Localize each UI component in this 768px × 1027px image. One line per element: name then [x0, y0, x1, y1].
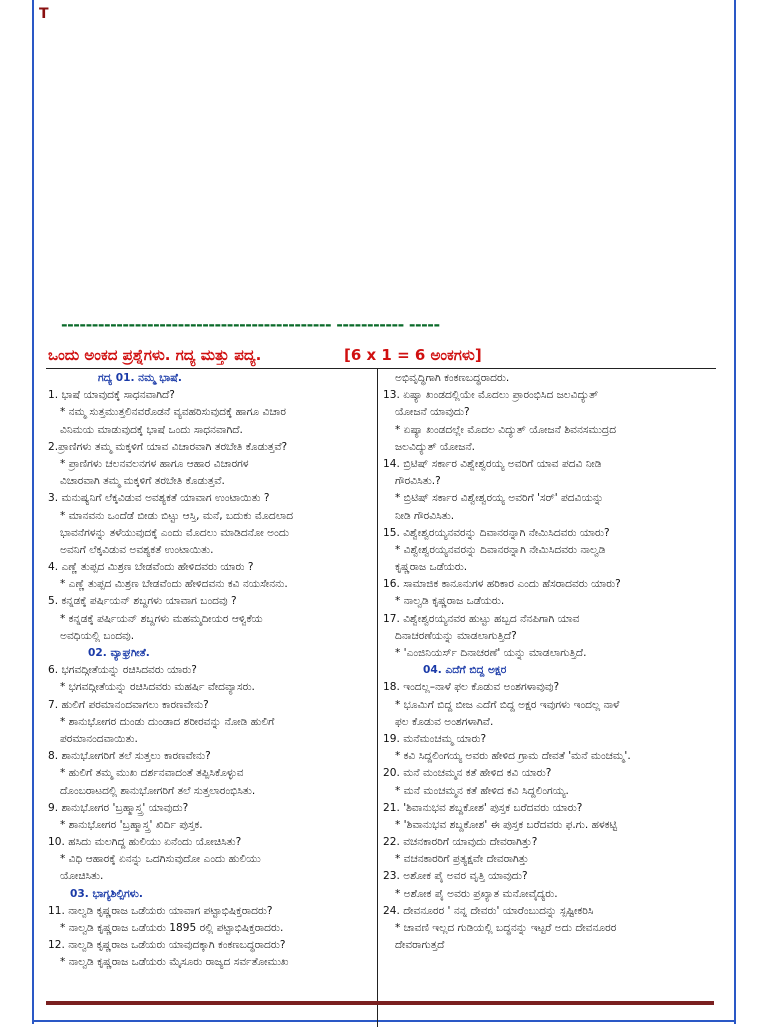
answer-line: * ನಾಲ್ವಡಿ ಕೃಷ್ಣರಾಜ ಒಡೆಯರು ಮೈಸೂರು ರಾಜ್ಯದ ಸರ್ವತೋಮುಖ — [60, 956, 289, 969]
question-line: 10. ಹಸಿದು ಮಲಗಿದ್ದ ಹುಲಿಯು ಏನೆಂದು ಯೋಚಿಸಿತು? — [48, 836, 242, 849]
continuation-line: ದೇವರಾಗುತ್ತದೆ — [395, 939, 445, 952]
question-line: 13. ಏಷ್ಯಾ ಖಂಡದಲ್ಲಿಯೇ ಮೊದಲು ಪ್ರಾರಂಭಿಸಿದ ಜಲವಿದ್ಯುತ್ — [383, 389, 599, 402]
marks-label: [6 x 1 = 6 ಅಂಕಗಳು] — [344, 346, 482, 364]
answer-line: * ಕವಿ ಸಿದ್ದಲಿಂಗಯ್ಯ ಅವರು ಹೇಳಿದ ಗ್ರಾಮ ದೇವತೆ 'ಮನೆ ಮಂಚಮ್ಮ'. — [395, 750, 631, 763]
continuation-line: ಭಾವನೆಗಳನ್ನು ತಳೆಯುವುದಕ್ಕೆ ಎಂದು ಮೊದಲು ಮಾಡಿದನೋ ಅಂದು — [60, 526, 290, 539]
question-line: 14. ಬ್ರಿಟಿಷ್ ಸರ್ಕಾರ ವಿಶ್ವೇಶ್ವರಯ್ಯ ಅವರಿಗೆ ಯಾವ ಪದವಿ ನೀಡಿ — [383, 457, 602, 470]
section-heading: 03. ಭಾಗ್ಯಶಿಲ್ಪಿಗಳು. — [70, 887, 143, 900]
answer-line: * ಶಾನುಭೋಗರ 'ಬ್ರಹ್ಮಾಸ್ತ್ರ' ಖಿರ್ದಿ ಪುಸ್ತಕ. — [60, 818, 203, 831]
answer-line: * ಹುಲಿಗೆ ತಮ್ಮ ಮುಖ ದರ್ಶನವಾದಂತೆ ತಪ್ಪಿಸಿಕೊಳ್ಳುವ — [60, 767, 244, 780]
answer-line: * ವಿಶ್ವೇಶ್ವರಯ್ಯನವರನ್ನು ದಿವಾನರನ್ನಾಗಿ ನೇಮಿಸಿದವರು ನಾಲ್ವಡಿ — [395, 543, 606, 556]
right-column — [383, 370, 713, 954]
answer-line: * ಭೂಮಿಗೆ ಬಿದ್ದ ಬೀಜ ಎದೆಗೆ ಬಿದ್ದ ಅಕ್ಷರ ಇವುಗಳು ಇಂದಲ್ಲ ನಾಳೆ — [395, 698, 620, 711]
question-line: 11. ನಾಲ್ವಡಿ ಕೃಷ್ಣರಾಜ ಒಡೆಯರು ಯಾವಾಗ ಪಟ್ಟಾಭಿಷಿಕ್ತರಾದರು? — [48, 904, 273, 917]
answer-line: * ನಾಲ್ವಡಿ ಕೃಷ್ಣರಾಜ ಒಡೆಯರು. — [395, 595, 505, 608]
continuation-line: ಜಲವಿದ್ಯುತ್ ಯೋಜನೆ. — [395, 440, 476, 453]
question-line: 19. ಮನೆಮಂಚಮ್ಮ ಯಾರು? — [383, 732, 487, 745]
answer-line: * ಪ್ರಾಣಿಗಳು ಚಲನವಲನಗಳ ಹಾಗೂ ಆಹಾರ ವಿಚಾರಗಳ — [60, 457, 249, 470]
continuation-line: ನೀಡಿ ಗೌರವಿಸಿತು. — [395, 509, 455, 522]
answer-line: * 'ಎಂಜಿನಿಯರ್ಸ್ ದಿನಾಚರಣೆ' ಯನ್ನು ಮಾಡಲಾಗುತ್ತಿದೆ. — [395, 647, 587, 659]
answer-line: * ನಮ್ಮ ಸುತ್ತಮುತ್ತಲಿನವರೊಡನೆ ವ್ಯವಹರಿಸುವುದಕ್ಕೆ ಹಾಗೂ ವಿಚಾರ — [60, 406, 286, 419]
question-line: 8. ಶಾನುಭೋಗರಿಗೆ ತಲೆ ಸುತ್ತಲು ಕಾರಣವೇನು? — [48, 750, 211, 763]
answer-line: * ವಿಧಿ ಆಹಾರಕ್ಕೆ ಏನನ್ನು ಒದಗಿಸುವುದೋ ಎಂದು ಹುಲಿಯು — [60, 853, 261, 866]
question-line: 16. ಸಾಮಾಜಿಕ ಕಾನೂನುಗಳ ಹರಿಕಾರ ಎಂದು ಹೆಸರಾದವರು ಯಾರು? — [383, 578, 621, 591]
answer-line: * ಕನ್ನಡಕ್ಕೆ ಪರ್ಷಿಯನ್ ಶಬ್ದಗಳು ಮಹಮ್ಮದೀಯರ ಆಳ್ವಿಕೆಯ — [60, 612, 263, 625]
question-line: 2.ಪ್ರಾಣಿಗಳು ತಮ್ಮ ಮಕ್ಕಳಿಗೆ ಯಾವ ವಿಚಾರವಾಗಿ ತರಬೇತಿ ಕೊಡುತ್ತವೆ? — [48, 440, 288, 453]
continuation-line: ವಿನಿಮಯ ಮಾಡುವುದಕ್ಕೆ ಭಾಷೆ ಒಂದು ಸಾಧನವಾಗಿದೆ. — [60, 423, 243, 436]
continuation-line: ಕೃಷ್ಣರಾಜ ಒಡೆಯರು. — [395, 561, 468, 574]
question-line: 18. ಇಂದಲ್ಲ–ನಾಳೆ ಫಲ ಕೊಡುವ ಅಂಶಗಳಾವುವು? — [383, 681, 560, 694]
question-line: 7. ಹುಲಿಗೆ ಪರಮಾನಂದವಾಗಲು ಕಾರಣವೇನು? — [48, 698, 209, 711]
answer-line: * ಮಾನವನು ಒಂದೆಡೆ ಬೀಡು ಬಿಟ್ಟು ಆಸ್ತಿ, ಮನೆ, ಬದುಕು ಮೊದಲಾದ — [60, 509, 294, 522]
continuation-line: ಅಭಿವೃದ್ಧಿಗಾಗಿ ಕಂಕಣಬದ್ಧರಾದರು. — [395, 372, 510, 384]
continuation-line: ಯೋಜನೆ ಯಾವುದು? — [395, 406, 470, 419]
answer-line: * ಏಷ್ಯಾ ಖಂಡದಲ್ಲೇ ಮೊದಲ ವಿದ್ಯುತ್ ಯೋಜನೆ ಶಿವನಸಮುದ್ರದ — [395, 423, 617, 436]
question-line: 15. ವಿಶ್ವೇಶ್ವರಯ್ಯನವರನ್ನು ದಿವಾನರನ್ನಾಗಿ ನೇಮಿಸಿದವರು ಯಾರು? — [383, 526, 610, 539]
answer-line: * ನಾಲ್ವಡಿ ಕೃಷ್ಣರಾಜ ಒಡೆಯರು 1895 ರಲ್ಲಿ ಪಟ್ಟಾಭಿಷಿಕ್ತರಾದರು. — [60, 922, 284, 934]
question-line: 21. 'ಶಿವಾನುಭವ ಶಬ್ದಕೋಶ' ಪುಸ್ತಕ ಬರೆದವರು ಯಾರು? — [383, 801, 583, 814]
continuation-line: ದಿನಾಚರಣೆಯನ್ನು ಮಾಡಲಾಗುತ್ತಿದೆ? — [395, 629, 517, 642]
column-divider — [377, 369, 378, 1027]
question-line: 20. ಮನೆ ಮಂಚಮ್ಮನ ಕತೆ ಹೇಳಿದ ಕವಿ ಯಾರು? — [383, 767, 552, 780]
question-line: 22. ವಚನಕಾರರಿಗೆ ಯಾವುದು ದೇವರಾಗಿತ್ತು? — [383, 836, 538, 849]
section-heading: ಗದ್ಯ 01. ನಮ್ಮ ಭಾಷೆ. — [98, 372, 182, 384]
page-border-bottom — [32, 1020, 736, 1022]
question-line: 1. ಭಾಷೆ ಯಾವುದಕ್ಕೆ ಸಾಧನವಾಗಿದೆ? — [48, 389, 175, 402]
left-column — [48, 370, 374, 972]
continuation-line: ಯೋಚಿಸಿತು. — [60, 870, 104, 883]
question-line: 24. ದೇವನೂರರ ' ನನ್ನ ದೇವರು' ಯಾರೆಂಬುದನ್ನು ಸ್ಪಷ್ಟೀಕರಿಸಿ — [383, 904, 594, 917]
answer-line: * ಚಾವಣಿ ಇಲ್ಲದ ಗುಡಿಯಲ್ಲಿ ಬದ್ಧನನ್ನು ಇಟ್ಟರೆ ಅದು ದೇವನೂರರ — [395, 922, 617, 934]
question-line: 12. ನಾಲ್ವಡಿ ಕೃಷ್ಣರಾಜ ಒಡೆಯರು ಯಾವುದಕ್ಕಾಗಿ ಕಂಕಣಬದ್ಧರಾದರು? — [48, 939, 286, 952]
answer-line: * ಬ್ರಿಟಿಷ್ ಸರ್ಕಾರ ವಿಶ್ವೇಶ್ವರಯ್ಯ ಅವರಿಗೆ 'ಸರ್' ಪದವಿಯನ್ನು — [395, 492, 604, 505]
answer-line: * ವಚನಕಾರರಿಗೆ ಪ್ರತ್ಯಕ್ಷವೇ ದೇವರಾಗಿತ್ತು — [395, 853, 529, 866]
question-line: 3. ಮನುಷ್ಯನಿಗೆ ಲೆಕ್ಕವಿಡುವ ಅವಶ್ಯಕತೆ ಯಾವಾಗ ಉಂಟಾಯಿತು ? — [48, 492, 270, 505]
answer-line: * ಮನೆ ಮಂಚಮ್ಮನ ಕತೆ ಹೇಳಿದ ಕವಿ ಸಿದ್ದಲಿಂಗಯ್ಯ. — [395, 784, 569, 797]
section-heading: 04. ಎದೆಗೆ ಬಿದ್ದ ಅಕ್ಷರ — [423, 664, 507, 677]
answer-line: * ಅಶೋಕ ಪೈ ಅವರು ಪ್ರಖ್ಯಾತ ಮನೋವೈದ್ಯರು. — [395, 887, 558, 900]
table-bottom-rule — [46, 1001, 714, 1005]
answer-line: * ಎಣ್ಣೆ ತುಪ್ಪದ ಮಿಶ್ರಣ ಬೇಡವೆಂದು ಹೇಳಿದವನು ಕವಿ ನಯಸೇನನು. — [60, 578, 288, 591]
question-line: 6. ಭಗವದ್ಗೀತೆಯನ್ನು ರಚಿಸಿದವರು ಯಾರು? — [48, 664, 197, 677]
question-line: 9. ಶಾನುಭೋಗರ 'ಬ್ರಹ್ಮಾಸ್ತ್ರ' ಯಾವುದು? — [48, 801, 189, 814]
answer-line: * 'ಶಿವಾನುಭವ ಶಬ್ದಕೋಶ' ಈ ಪುಸ್ತಕ ಬರೆದವರು ಫ.ಗು. ಹಳಕಟ್ಟಿ — [395, 818, 618, 831]
dashed-separator: -------------------------------------------- ----------- ----- — [61, 318, 440, 332]
question-line: 17. ವಿಶ್ವೇಶ್ವರಯ್ಯನವರ ಹುಟ್ಟು ಹಬ್ಬದ ನೆನಪಿಗಾಗಿ ಯಾವ — [383, 612, 580, 625]
page-border-right — [734, 0, 736, 1024]
continuation-line: ಪರಮಾನಂದವಾಯಿತು. — [60, 732, 138, 745]
section-title: ಒಂದು ಅಂಕದ ಪ್ರಶ್ನೆಗಳು. ಗದ್ಯ ಮತ್ತು ಪದ್ಯ. — [48, 346, 262, 364]
continuation-line: ಗೌರವಿಸಿತು.? — [395, 475, 441, 488]
continuation-line: ವಿಚಾರವಾಗಿ ತಮ್ಮ ಮಕ್ಕಳಿಗೆ ತರಬೇತಿ ಕೊಡುತ್ತವೆ. — [60, 475, 225, 488]
answer-line: * ಭಗವದ್ಗೀತೆಯನ್ನು ರಚಿಸಿದವರು ಮಹರ್ಷಿ ವೇದವ್ಯಾಸರು. — [60, 681, 255, 694]
answer-line: * ಶಾನುಭೋಗರ ದುಂಡು ದುಂಡಾದ ಶರೀರವನ್ನು ನೋಡಿ ಹುಲಿಗೆ — [60, 715, 275, 728]
continuation-line: ದೊಂಬರಾಟದಲ್ಲಿ ಶಾನುಭೋಗರಿಗೆ ತಲೆ ಸುತ್ತಲಾರಂಭಿಸಿತು. — [60, 784, 256, 797]
question-line: 23. ಅಶೋಕ ಪೈ ಅವರ ವೃತ್ತಿ ಯಾವುದು? — [383, 870, 528, 883]
section-heading: 02. ವ್ಯಾಘ್ರಗೀತೆ. — [88, 647, 150, 659]
corner-mark: T — [39, 6, 49, 22]
page-border-left — [32, 0, 34, 1024]
question-line: 5. ಕನ್ನಡಕ್ಕೆ ಪರ್ಷಿಯನ್ ಶಬ್ದಗಳು ಯಾವಾಗ ಬಂದವು ? — [48, 595, 237, 608]
question-line: 4. ಎಣ್ಣೆ ತುಪ್ಪದ ಮಿಶ್ರಣ ಬೇಡವೆಂದು ಹೇಳಿದವರು ಯಾರು ? — [48, 561, 254, 574]
continuation-line: ಅವಧಿಯಲ್ಲಿ ಬಂದವು. — [60, 629, 135, 642]
table-top-rule — [46, 368, 716, 369]
continuation-line: ಅವನಿಗೆ ಲೆಕ್ಕವಿಡುವ ಅವಶ್ಯಕತೆ ಉಂಟಾಯಿತು. — [60, 543, 214, 556]
continuation-line: ಫಲ ಕೊಡುವ ಅಂಶಗಳಾಗಿವೆ. — [395, 715, 494, 728]
